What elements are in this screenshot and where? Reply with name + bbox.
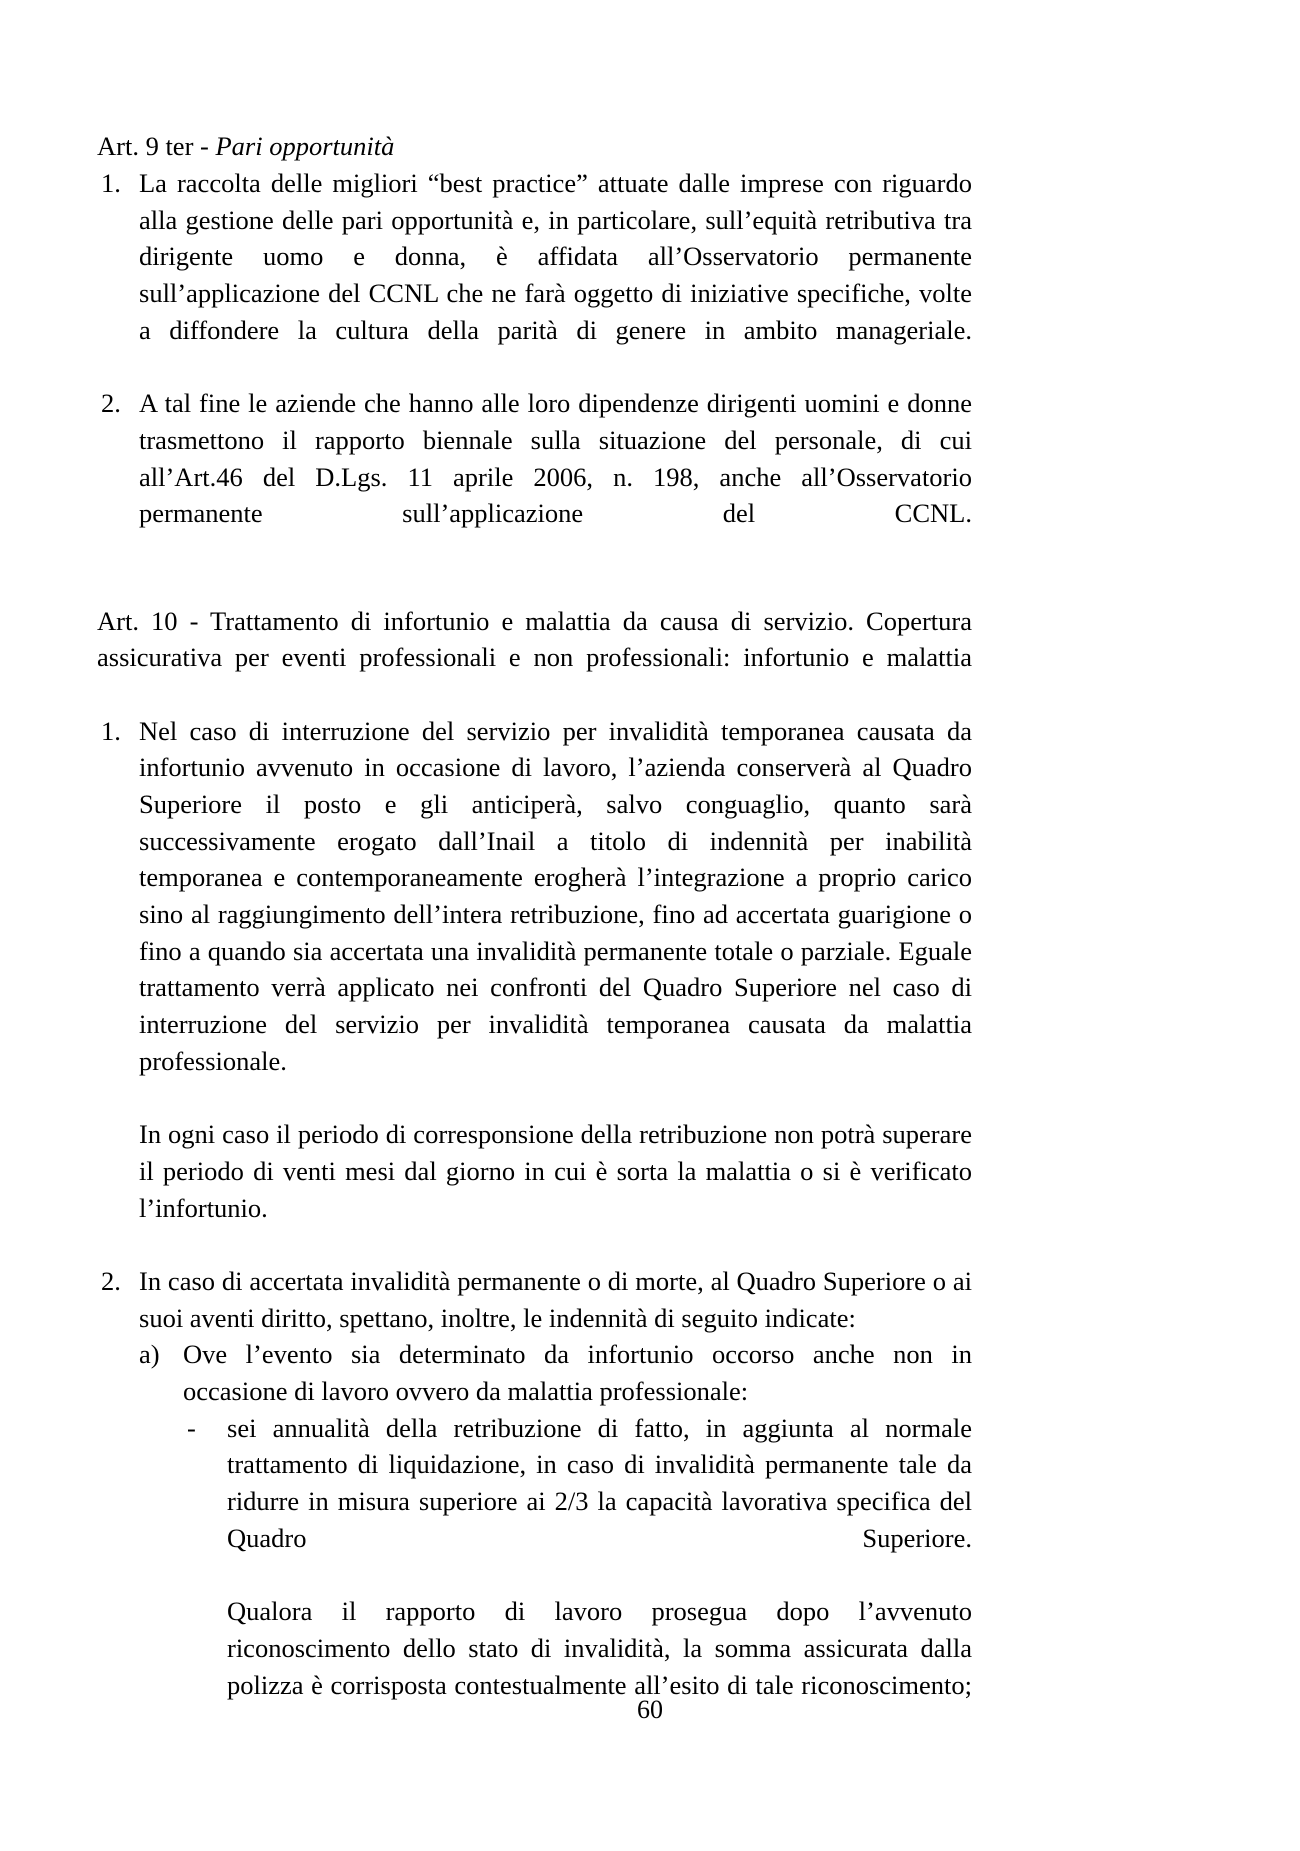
article-heading-title: Trattamento di infortunio e malattia da causa di servizio. Copertura assicurativa per eventi professionali e non professionali: infortunio e malattia: [97, 605, 972, 673]
section-art-10: [97, 603, 972, 1740]
article-heading-9-ter: [97, 128, 972, 164]
list-marker: 2.: [101, 388, 121, 419]
sub-list-marker: a): [139, 1339, 160, 1370]
article-heading-prefix: Art. 9 ter -: [97, 131, 216, 161]
list-item: [97, 385, 972, 568]
article-heading-title: Pari opportunità: [215, 131, 395, 161]
list-marker: 2.: [101, 1265, 121, 1296]
paragraph-text: A tal fine le aziende che hanno alle loro dipendenze dirigenti uomini e donne trasmettono il rapporto biennale sulla situazione del personale, di cui all’Art.46 del D.Lgs. 11 aprile 2006, n. 198, anche all’Osservatorio permanente sull’applicazione del CCNL.: [139, 388, 972, 529]
page-number: 60: [637, 1695, 663, 1724]
list-item: [97, 713, 972, 1263]
dash-paragraph-text: sei annualità della retribuzione di fatto, in aggiunta al normale trattamento di liquidazione, in caso di invalidità permanente tale da ridurre in misura superiore ai 2/3 la capacità lavorativa specifica del Quadro Superiore.: [227, 1412, 972, 1553]
paragraph-text: La raccolta delle migliori “best practice” attuate dalle imprese con riguardo alla gestione delle pari opportunità e, in particolare, sull’equità retributiva tra dirigente uomo e donna, è affidata all’Osservatorio permanente sull’applicazione del CCNL che ne farà oggetto di iniziative specifiche, volte a diffondere la cultura della parità di genere in ambito manageriale.: [139, 168, 972, 345]
section-art-9-ter: [97, 128, 972, 569]
dash-paragraph-text: Qualora il rapporto di lavoro prosegua dopo l’avvenuto riconoscimento dello stato di invalidità, la somma assicurata dalla polizza è corrisposta contestualmente all’esito di tale riconoscimento;: [227, 1596, 972, 1700]
dash-list-marker: -: [187, 1412, 196, 1443]
list-item: [97, 165, 972, 385]
dash-list-item: [183, 1410, 972, 1740]
list-item: [97, 1263, 972, 1740]
paragraph-text: In ogni caso il periodo di corresponsione della retribuzione non potrà superare il periodo di venti mesi dal giorno in cui è sorta la malattia o si è verificato l’infortunio.: [139, 1119, 972, 1223]
article-heading-prefix: Art. 10 -: [97, 605, 211, 636]
section-spacer: [97, 569, 972, 603]
page-content: [97, 128, 972, 1740]
sub-paragraph-text: Ove l’evento sia determinato da infortunio occorso anche non in occasione di lavoro ovvero da malattia professionale:: [183, 1339, 972, 1407]
list-marker: 1.: [101, 715, 121, 746]
list-marker: 1.: [101, 168, 121, 199]
sub-list-item-a: [139, 1336, 972, 1740]
paragraph-text: In caso di accertata invalidità permanente o di morte, al Quadro Superiore o ai suoi aventi diritto, spettano, inoltre, le indennità di seguito indicate:: [139, 1265, 972, 1333]
article-heading-10: [97, 603, 972, 713]
paragraph-text: Nel caso di interruzione del servizio per invalidità temporanea causata da infortunio avvenuto in occasione di lavoro, l’azienda conserverà al Quadro Superiore il posto e gli anticiperà, salvo conguaglio, quanto sarà successivamente erogato dall’Inail a titolo di indennità per inabilità temporanea e contemporaneamente erogherà l’integrazione a proprio carico sino al raggiungimento dell’intera retribuzione, fino ad accertata guarigione o fino a quando sia accertata una invalidità permanente totale o parziale. Eguale trattamento verrà applicato nei confronti del Quadro Superiore nel caso di interruzione del servizio per invalidità temporanea causata da malattia professionale.: [139, 715, 972, 1076]
